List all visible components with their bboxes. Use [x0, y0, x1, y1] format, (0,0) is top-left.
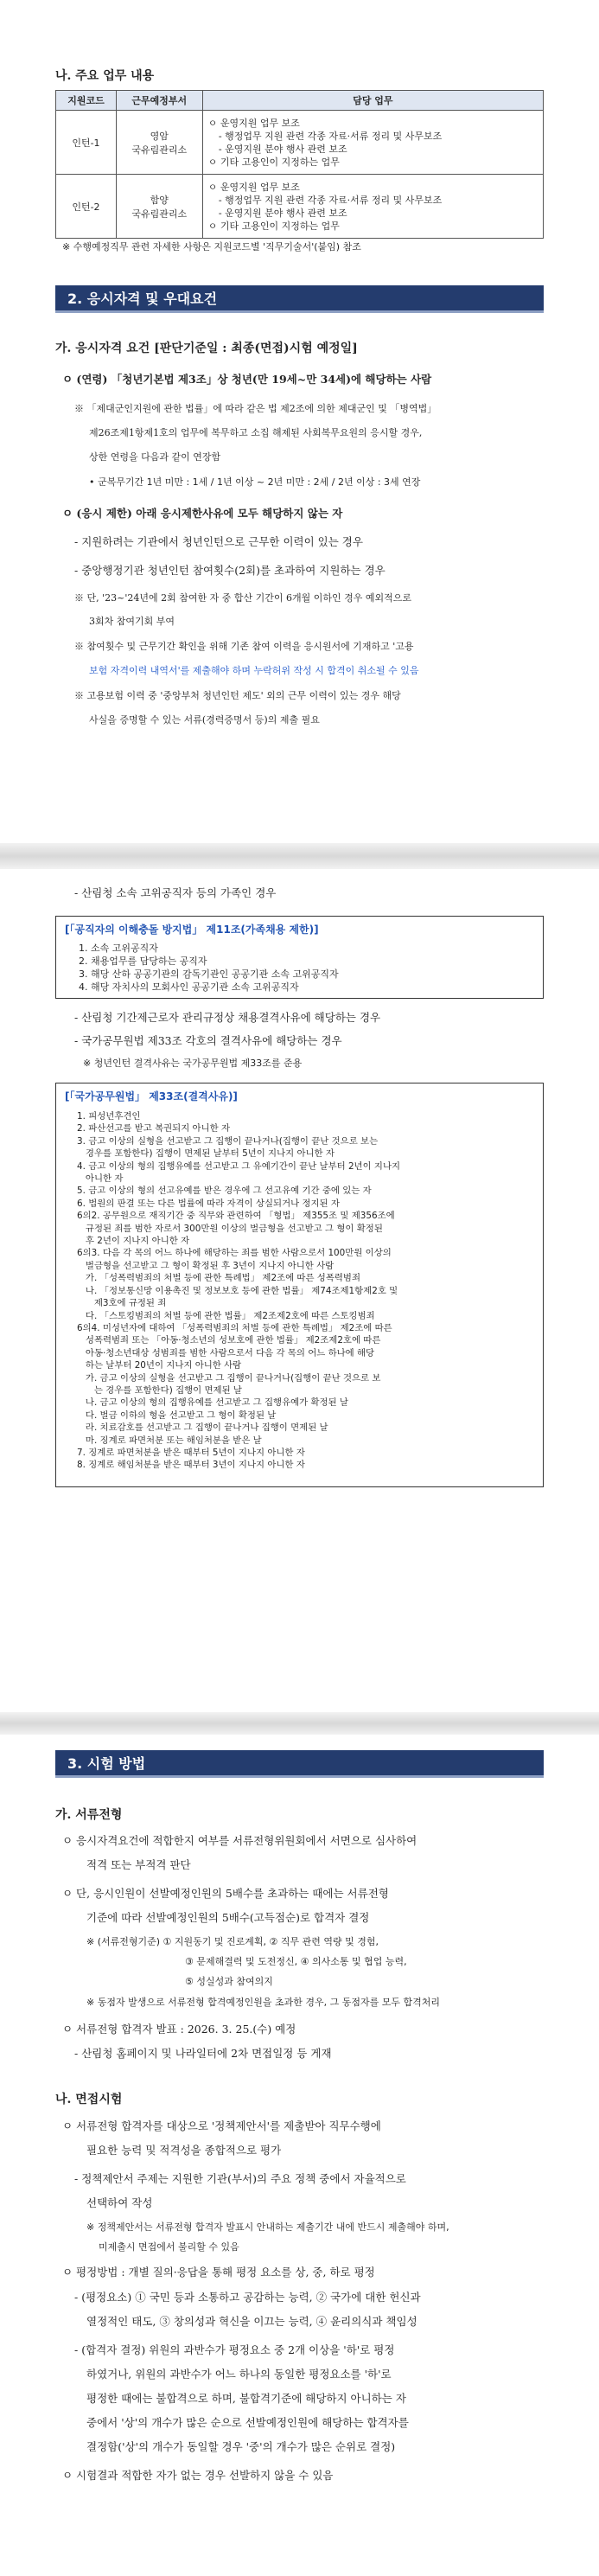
list-item: 경우를 포함한다) 집행이 면제된 날부터 5년이 지나지 아니한 자	[77, 1148, 335, 1160]
table-row	[56, 111, 544, 175]
task-line: - 운영지원 분야 행사 관련 보조	[218, 207, 347, 219]
list-item: 제3호에 규정된 죄	[77, 1298, 167, 1309]
dept-line: 영암	[150, 130, 169, 142]
list-item: 4. 금고 이상의 형의 집행유예를 선고받고 그 유예기간이 끝난 날부터 2년이 지나지	[77, 1160, 401, 1172]
dept-cell	[116, 175, 202, 239]
note-line: 3회차 참여기회 부여	[89, 616, 175, 627]
note-line: 사실을 증명할 수 있는 서류(경력증명서 등)의 제출 필요	[89, 714, 320, 725]
note-line: ⑤ 성실성과 참여의지	[185, 1976, 273, 1987]
task-line: - 행정업무 지원 관련 각종 자료·서류 정리 및 사무보조	[218, 130, 443, 142]
note-line: ※ 참여횟수 및 근무기간 확인을 위해 기존 참여 이력을 응시원서에 기재하고 '고용	[74, 641, 414, 652]
list-item: 4. 해당 자치사의 모회사인 공공기관 소속 고위공직자	[79, 981, 299, 993]
code-cell: 인턴-1	[56, 111, 117, 175]
list-item: 다. 벌금 이하의 형을 선고받고 그 형이 확정된 날	[77, 1409, 277, 1421]
document-screening-heading: 가. 서류전형	[55, 1808, 123, 1822]
paragraph-line: - (합격자 결정) 위원의 과반수가 평정요소 중 2개 이상을 '하'로 평정	[74, 2343, 395, 2356]
note-line: ※ 「제대군인지원에 관한 법률」에 따라 같은 법 제2조에 의한 제대군인 및 「병역법」	[74, 403, 437, 414]
paragraph-line: 하였거나, 위원의 과반수가 어느 하나의 동일한 평정요소를 '하'로	[86, 2368, 392, 2381]
note-line: 상한 연령을 다음과 같이 연장함	[89, 451, 221, 463]
task-line: ㅇ 운영지원 업무 보조	[207, 117, 300, 129]
note-line: ※ (서류전형기준) ① 지원동기 및 진로계획, ② 직무 관련 역량 및 경험,	[86, 1936, 379, 1947]
paragraph-line: ㅇ 시험결과 적합한 자가 없는 경우 선발하지 않을 수 있음	[62, 2469, 334, 2482]
note-line: ③ 문제해결력 및 도전정신, ④ 의사소통 및 협업 능력,	[185, 1956, 407, 1967]
tasks-cell	[202, 111, 543, 175]
paragraph-line: 결정함('상'의 개수가 동일할 경우 '중'의 개수가 많은 순위로 결정)	[86, 2440, 396, 2453]
list-item: 하는 날부터 20년이 지나지 아니한 사람	[77, 1360, 242, 1371]
list-item: 6. 법원의 판결 또는 다른 법률에 따라 자격이 상실되거나 정지된 자	[77, 1198, 340, 1209]
task-line: ㅇ 기타 고용인이 지정하는 업무	[207, 156, 340, 168]
table-note: ※ 수행예정직무 관련 자세한 사항은 지원코드별 '직무기술서'(붙임) 참조	[62, 241, 361, 252]
restriction-item: - 지원하려는 기관에서 청년인턴으로 근무한 이력이 있는 경우	[74, 535, 363, 548]
paragraph-line: ㅇ 서류전형 합격자를 대상으로 '정책제안서'를 제출받아 직무수행에	[62, 2119, 381, 2132]
list-item: 2. 채용업무를 담당하는 공직자	[79, 956, 207, 967]
note-line: • 군복무기간 1년 미만 : 1세 / 1년 이상 ~ 2년 미만 : 2세 / 2년 이상 : 3세 연장	[89, 476, 421, 488]
list-item: 3. 금고 이상의 실형을 선고받고 그 집행이 끝나거나(집행이 끝난 것으로 보는	[77, 1135, 379, 1147]
paragraph-line: - 정책제안서 주제는 지원한 기관(부서)의 주요 정책 중에서 자율적으로	[74, 2172, 406, 2185]
paragraph-line: - 산림청 홈페이지 및 나라일터에 2차 면접일정 등 게재	[74, 2047, 332, 2060]
col-header: 근무예정부서	[116, 91, 202, 111]
restriction-item: - 산림청 기간제근로자 관리규정상 채용결격사유에 해당하는 경우	[74, 1011, 381, 1024]
task-line: ㅇ 운영지원 업무 보조	[207, 181, 300, 193]
paragraph-line: 적격 또는 부적격 판단	[86, 1858, 191, 1871]
paragraph-line: ㅇ 평정방법 : 개별 질의·응답을 통해 평정 요소를 상, 중, 하로 평정	[62, 2266, 375, 2279]
section-2-title: 2. 응시자격 및 우대요건	[55, 285, 544, 313]
paragraph-line: 기준에 따라 선발예정인원의 5배수(고득점순)로 합격자 결정	[86, 1911, 370, 1924]
list-item: 마. 징계로 파면처분 또는 해임처분을 받은 날	[77, 1435, 262, 1446]
list-item: 라. 치료감호를 선고받고 그 집행이 끝나거나 집행이 면제된 날	[77, 1422, 328, 1434]
paragraph-line: 중에서 '상'의 개수가 많은 순으로 선발예정인원에 해당하는 합격자를	[86, 2416, 409, 2429]
task-line: - 운영지원 분야 행사 관련 보조	[218, 143, 347, 155]
note-line: ※ 동점자 발생으로 서류전형 합격예정인원을 초과한 경우, 그 동점자를 모두 합격처리	[86, 1997, 440, 2008]
law-box-title: [「국가공무원법」 제33조(결격사유)]	[65, 1090, 238, 1103]
restriction-item: - 중앙행정기관 청년인턴 참여횟수(2회)를 초과하여 지원하는 경우	[74, 564, 386, 577]
list-item: 가. 「성폭력범죄의 처벌 등에 관한 특례법」 제2조에 따른 성폭력범죄	[77, 1273, 360, 1284]
note-line: ※ 단, '23~'24년에 2회 참여한 자 중 합산 기간이 6개월 이하인 경우 예외적으로	[74, 592, 411, 604]
list-item: 2. 파산선고를 받고 복권되지 아니한 자	[77, 1123, 230, 1135]
restriction-item: - 국가공무원법 제33조 각호의 결격사유에 해당하는 경우	[74, 1034, 342, 1047]
family-restriction: - 산림청 소속 고위공직자 등의 가족인 경우	[74, 886, 277, 899]
col-header: 담당 업무	[202, 91, 543, 111]
list-item: 7. 징계로 파면처분을 받은 때부터 5년이 지나지 아니한 자	[77, 1447, 305, 1458]
paragraph-line: - (평정요소) ① 국민 등과 소통하고 공감하는 능력, ② 국가에 대한 헌신과	[74, 2291, 421, 2304]
col-header: 지원코드	[56, 91, 117, 111]
table-header-row	[56, 91, 544, 111]
law-box-disqualification	[55, 1083, 544, 1487]
page-separator	[0, 843, 599, 869]
list-item: 아니한 자	[77, 1173, 124, 1185]
age-requirement: ㅇ (연령) 「청년기본법 제3조」상 청년(만 19세~만 34세)에 해당하는 사람	[62, 373, 432, 386]
list-item: 벌금형을 선고받고 그 형이 확정된 후 3년이 지나지 아니한 사람	[77, 1260, 335, 1271]
law-box-conflict	[55, 916, 544, 999]
list-item: 나. 금고 이상의 형의 집행유예를 선고받고 그 집행유예가 확정된 날	[77, 1397, 348, 1409]
list-item: 6의3. 다음 각 목의 어느 하나에 해당하는 죄를 범한 사람으로서 100만원 이상의	[77, 1248, 392, 1259]
list-item: 나. 「정보통신망 이용촉진 및 정보보호 등에 관한 법률」 제74조제1항제2호 및	[77, 1285, 398, 1296]
note-line: ※ 청년인턴 결격사유는 국가공무원법 제33조를 준용	[83, 1058, 303, 1069]
paragraph-line: ㅇ 단, 응시인원이 선발예정인원의 5배수를 초과하는 때에는 서류전형	[62, 1887, 389, 1900]
tasks-cell	[202, 175, 543, 239]
paragraph-line: 평정한 때에는 불합격으로 하며, 불합격기준에 해당하지 아니하는 자	[86, 2392, 406, 2405]
list-item: 6의2. 공무원으로 재직기간 중 직무와 관련하여 「형법」 제355조 및 제356조에	[77, 1211, 395, 1222]
note-line: 제26조제1항제1호의 업무에 복무하고 소집 해제된 사회복무요원의 응시할 경우,	[89, 427, 423, 438]
list-item: 6의4. 미성년자에 대하여 「성폭력범죄의 처벌 등에 관한 특례법」 제2조에 따른	[77, 1322, 392, 1333]
page-1	[0, 0, 599, 843]
paragraph-line: 필요한 능력 및 적격성을 종합적으로 평가	[86, 2144, 282, 2157]
list-item: 5. 금고 이상의 형의 선고유예를 받은 경우에 그 선고유예 기간 중에 있는 자	[77, 1186, 372, 1197]
paragraph-line: 열정적인 태도, ③ 창의성과 혁신을 이끄는 능력, ④ 윤리의식과 책임성	[86, 2315, 417, 2328]
dept-line: 국유림관리소	[131, 208, 188, 220]
page-2	[0, 869, 599, 1712]
list-item: 규정된 죄를 범한 자로서 300만원 이상의 벌금형을 선고받고 그 형이 확정된	[77, 1223, 383, 1234]
list-item: 1. 소속 고위공직자	[79, 943, 158, 954]
list-item: 아동·청소년대상 성범죄를 범한 사람으로서 다음 각 목의 어느 하나에 해당	[77, 1347, 375, 1358]
list-item: 1. 피성년후견인	[77, 1111, 141, 1122]
dept-line: 국유림관리소	[131, 144, 188, 156]
section-3-title: 3. 시험 방법	[55, 1750, 544, 1778]
restriction-requirement: ㅇ (응시 제한) 아래 응시제한사유에 모두 해당하지 않는 자	[62, 507, 343, 520]
list-item: 는 경우를 포함한다) 집행이 면제된 날	[77, 1384, 242, 1396]
duties-table	[55, 90, 544, 239]
table-row	[56, 175, 544, 239]
law-box-list	[65, 942, 534, 994]
list-item: 8. 징계로 해임처분을 받은 때부터 3년이 지나지 아니한 자	[77, 1460, 305, 1471]
task-line: ㅇ 기타 고용인이 지정하는 업무	[207, 220, 340, 232]
code-cell: 인턴-2	[56, 175, 117, 239]
law-box-list	[65, 1110, 534, 1472]
note-line: 미제출시 면접에서 불리할 수 있음	[99, 2241, 239, 2253]
paragraph-line: ㅇ 서류전형 합격자 발표 : 2026. 3. 25.(수) 예정	[62, 2023, 296, 2036]
list-item: 3. 해당 산하 공공기관의 감독기관인 공공기관 소속 고위공직자	[79, 968, 339, 980]
list-item: 다. 「스토킹범죄의 처벌 등에 관한 법률」 제2조제2호에 따른 스토킹범죄	[77, 1310, 375, 1321]
interview-heading: 나. 면접시험	[55, 2093, 123, 2106]
dept-cell	[116, 111, 202, 175]
law-box-title: [「공직자의 이해충돌 방지법」 제11조(가족채용 제한)]	[65, 924, 319, 936]
dept-line: 함양	[150, 194, 169, 206]
paragraph-line: 선택하여 작성	[86, 2196, 153, 2209]
note-line: ※ 정책제안서는 서류전형 합격자 발표시 안내하는 제출기간 내에 반드시 제출해야 하며,	[86, 2221, 449, 2233]
list-item: 성폭력범죄 또는 「아동·청소년의 성보호에 관한 법률」 제2조제2호에 따른	[77, 1335, 381, 1346]
list-item: 후 2년이 지나지 아니한 자	[77, 1236, 190, 1247]
page-3	[0, 1735, 599, 2576]
note-line: ※ 고용보험 이력 중 '중앙부처 청년인턴 제도' 외의 근무 이력이 있는 경우 해당	[74, 690, 401, 701]
list-item: 가. 금고 이상의 실형을 선고받고 그 집행이 끝나거나(집행이 끝난 것으로 보	[77, 1372, 381, 1384]
duties-heading: 나. 주요 업무 내용	[55, 69, 155, 83]
paragraph-line: ㅇ 응시자격요건에 적합한지 여부를 서류전형위원회에서 서면으로 심사하여	[62, 1834, 417, 1847]
page-separator	[0, 1712, 599, 1735]
requirements-heading: 가. 응시자격 요건 [판단기준일 : 최종(면접)시험 예정일]	[55, 342, 358, 355]
task-line: - 행정업무 지원 관련 각종 자료·서류 정리 및 사무보조	[218, 194, 443, 206]
note-line: 보험 자격이력 내역서'를 제출해야 하며 누락허위 작성 시 합격이 취소될 수 있음	[89, 665, 419, 676]
